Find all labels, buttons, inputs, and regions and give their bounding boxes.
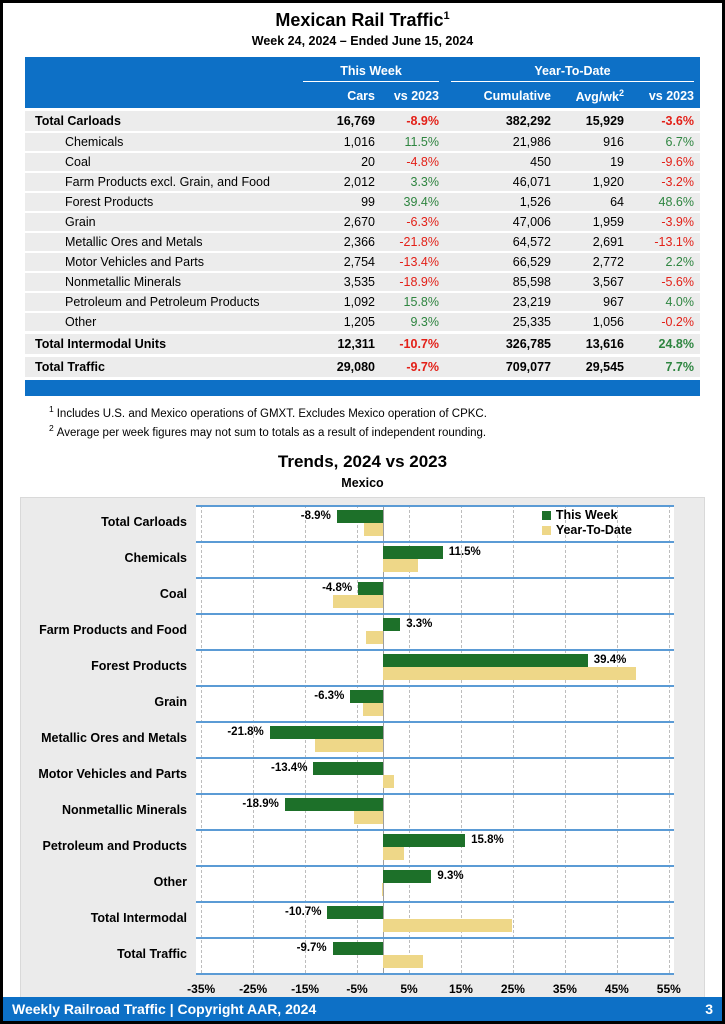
row-label: Petroleum and Petroleum Products bbox=[65, 295, 260, 309]
cumulative-value: 66,529 bbox=[512, 255, 551, 269]
bar-value-label: -10.7% bbox=[285, 905, 322, 918]
row-label: Other bbox=[65, 315, 97, 329]
column-header-vs-2023-ytd: vs 2023 bbox=[648, 89, 694, 103]
cars-value: 29,080 bbox=[336, 360, 375, 374]
avg-wk-label: Avg/wk bbox=[575, 90, 619, 105]
this-week-bar bbox=[383, 546, 443, 559]
cars-value: 2,012 bbox=[343, 175, 375, 189]
row-label: Nonmetallic Minerals bbox=[65, 275, 182, 289]
table-row bbox=[25, 151, 700, 171]
this-week-bar bbox=[350, 690, 383, 703]
chart-category-label: Grain bbox=[154, 694, 187, 709]
table-row bbox=[25, 171, 700, 191]
vs-2023-week-value: 9.3% bbox=[410, 315, 439, 329]
bar-value-label: -6.3% bbox=[314, 689, 345, 702]
bar-value-label: 11.5% bbox=[448, 545, 481, 558]
year-to-date-bar bbox=[354, 811, 383, 824]
this-week-bar bbox=[358, 582, 383, 595]
chart-band bbox=[196, 613, 674, 649]
chart-band bbox=[196, 685, 674, 721]
chart-category-label: Motor Vehicles and Parts bbox=[38, 766, 187, 781]
vs-2023-ytd-value: 7.7% bbox=[665, 360, 694, 374]
avg-wk-value: 15,929 bbox=[585, 114, 624, 128]
footnote-2-text: Average per week figures may not sum to totals as a result of independent rounding. bbox=[56, 426, 487, 439]
table-header bbox=[25, 57, 700, 108]
x-axis-tick-label: 15% bbox=[448, 981, 473, 996]
x-axis-tick-label: 55% bbox=[656, 981, 681, 996]
chart-category-label: Forest Products bbox=[91, 658, 187, 673]
cumulative-value: 46,071 bbox=[512, 175, 551, 189]
vs-2023-ytd-value: -5.6% bbox=[661, 275, 694, 289]
this-week-bar bbox=[383, 870, 431, 883]
chart-category-label: Metallic Ores and Metals bbox=[41, 730, 187, 745]
avg-wk-value: 13,616 bbox=[585, 337, 624, 351]
this-week-bar bbox=[327, 906, 383, 919]
vs-2023-ytd-value: -3.2% bbox=[661, 175, 694, 189]
chart-plot-area bbox=[196, 505, 674, 975]
table-bottom-bar bbox=[25, 380, 700, 396]
table-row bbox=[25, 211, 700, 231]
cars-value: 1,205 bbox=[343, 315, 375, 329]
bar-value-label: 39.4% bbox=[593, 653, 627, 666]
legend-label-this-week: This Week bbox=[555, 508, 618, 523]
chart-category-label: Petroleum and Products bbox=[42, 838, 187, 853]
cumulative-value: 450 bbox=[530, 155, 551, 169]
vs-2023-week-value: 11.5% bbox=[404, 135, 439, 149]
vs-2023-week-value: -21.8% bbox=[399, 235, 439, 249]
this-week-swatch bbox=[542, 511, 551, 520]
row-label: Total Carloads bbox=[35, 114, 121, 128]
cars-value: 99 bbox=[361, 195, 375, 209]
table-row bbox=[25, 331, 700, 354]
year-to-date-swatch bbox=[542, 526, 551, 535]
column-header-cars: Cars bbox=[347, 89, 375, 103]
column-group-year-to-date: Year-To-Date bbox=[451, 64, 694, 82]
avg-wk-value: 19 bbox=[610, 155, 624, 169]
avg-wk-value: 1,920 bbox=[592, 175, 624, 189]
table-row bbox=[25, 251, 700, 271]
vs-2023-week-value: -10.7% bbox=[399, 337, 439, 351]
cars-value: 12,311 bbox=[337, 337, 375, 351]
column-header-vs-2023-week: vs 2023 bbox=[393, 89, 439, 103]
row-label: Total Traffic bbox=[35, 360, 105, 374]
cumulative-value: 709,077 bbox=[505, 360, 551, 374]
cars-value: 1,092 bbox=[343, 295, 375, 309]
table-body bbox=[25, 108, 700, 377]
this-week-bar bbox=[333, 942, 383, 955]
year-to-date-bar bbox=[383, 847, 404, 860]
cars-value: 2,366 bbox=[343, 235, 375, 249]
year-to-date-bar bbox=[383, 775, 394, 788]
page-title-text: Mexican Rail Traffic bbox=[275, 10, 444, 30]
x-axis-tick-label: -25% bbox=[239, 981, 268, 996]
bar-value-label: -8.9% bbox=[300, 509, 331, 522]
chart-band bbox=[196, 937, 674, 973]
x-axis-tick-label: -35% bbox=[187, 981, 216, 996]
year-to-date-bar bbox=[315, 739, 383, 752]
vs-2023-week-value: 39.4% bbox=[403, 195, 439, 209]
bar-value-label: 9.3% bbox=[437, 869, 464, 882]
avg-wk-value: 2,691 bbox=[592, 235, 624, 249]
year-to-date-bar bbox=[383, 919, 512, 932]
footnote-2-marker: 2 bbox=[49, 422, 54, 433]
year-to-date-bar bbox=[383, 559, 418, 572]
x-axis-tick-label: 45% bbox=[604, 981, 629, 996]
this-week-bar bbox=[337, 510, 383, 523]
bar-value-label: 3.3% bbox=[406, 617, 433, 630]
chart-category-label: Nonmetallic Minerals bbox=[61, 802, 187, 817]
vs-2023-week-value: -18.9% bbox=[399, 275, 439, 289]
bar-value-label: -9.7% bbox=[296, 941, 327, 954]
footnote-1-marker: 1 bbox=[49, 404, 54, 414]
chart-category-label: Coal bbox=[159, 586, 187, 601]
x-axis-tick-label: -5% bbox=[346, 981, 368, 996]
vs-2023-ytd-value: 24.8% bbox=[658, 337, 694, 351]
table-row bbox=[25, 131, 700, 151]
this-week-bar bbox=[270, 726, 383, 739]
year-to-date-bar bbox=[363, 703, 383, 716]
chart-category-label: Farm Products and Food bbox=[39, 622, 187, 637]
chart-category-label: Total Intermodal bbox=[90, 910, 187, 925]
chart-category-labels bbox=[21, 505, 196, 975]
this-week-bar bbox=[285, 798, 383, 811]
vs-2023-week-value: -4.8% bbox=[406, 155, 439, 169]
cumulative-value: 85,598 bbox=[512, 275, 551, 289]
bar-value-label: -21.8% bbox=[227, 725, 264, 738]
table-row bbox=[25, 108, 700, 131]
cars-value: 3,535 bbox=[343, 275, 375, 289]
x-axis-tick-label: 35% bbox=[552, 981, 577, 996]
cars-value: 20 bbox=[361, 155, 375, 169]
table-row bbox=[25, 271, 700, 291]
this-week-bar bbox=[383, 834, 465, 847]
column-header-cumulative: Cumulative bbox=[483, 89, 551, 103]
avg-wk-value: 1,056 bbox=[592, 315, 624, 329]
chart-category-label: Total Traffic bbox=[117, 946, 187, 961]
chart-band bbox=[196, 757, 674, 793]
bar-value-label: -13.4% bbox=[270, 761, 308, 774]
vs-2023-ytd-value: -3.6% bbox=[661, 114, 694, 128]
footnote-1 bbox=[49, 404, 722, 420]
x-axis-tick-label: 25% bbox=[500, 981, 525, 996]
vs-2023-ytd-value: 4.0% bbox=[665, 295, 694, 309]
cumulative-value: 1,526 bbox=[519, 195, 551, 209]
cumulative-value: 382,292 bbox=[505, 114, 551, 128]
traffic-table bbox=[25, 57, 700, 377]
row-label: Motor Vehicles and Parts bbox=[65, 255, 204, 269]
chart-category-label: Other bbox=[153, 874, 187, 889]
vs-2023-week-value: -9.7% bbox=[406, 360, 439, 374]
row-label: Grain bbox=[65, 215, 96, 229]
vs-2023-ytd-value: -9.6% bbox=[661, 155, 694, 169]
footnotes bbox=[49, 404, 722, 439]
vs-2023-ytd-value: -0.2% bbox=[661, 315, 694, 329]
avg-wk-value: 64 bbox=[610, 195, 624, 209]
chart-band bbox=[196, 865, 674, 901]
table-row bbox=[25, 311, 700, 331]
bar-value-label: -4.8% bbox=[322, 581, 353, 594]
chart-title: Trends, 2024 vs 2023 bbox=[277, 451, 448, 471]
chart-band bbox=[196, 541, 674, 577]
footnote-1-text: Includes U.S. and Mexico operations of GMXT. Excludes Mexico operation of CPKC. bbox=[56, 407, 487, 420]
chart-category-label: Chemicals bbox=[124, 550, 187, 565]
cars-value: 16,769 bbox=[336, 114, 375, 128]
trends-chart bbox=[20, 497, 705, 1004]
row-label: Forest Products bbox=[65, 195, 154, 209]
vs-2023-week-value: -6.3% bbox=[406, 215, 439, 229]
legend-item-this-week bbox=[542, 508, 632, 523]
bar-value-label: -18.9% bbox=[242, 797, 279, 810]
cumulative-value: 326,785 bbox=[505, 337, 551, 351]
vs-2023-week-value: 15.8% bbox=[403, 295, 439, 309]
page-title bbox=[3, 10, 722, 31]
chart-category-label: Total Carloads bbox=[101, 514, 187, 529]
avg-wk-value: 29,545 bbox=[585, 360, 624, 374]
vs-2023-week-value: -13.4% bbox=[399, 255, 439, 269]
year-to-date-bar bbox=[366, 631, 383, 644]
chart-subtitle: Mexico bbox=[341, 475, 384, 490]
vs-2023-ytd-value: 2.2% bbox=[665, 255, 694, 269]
cars-value: 1,016 bbox=[343, 135, 375, 149]
avg-wk-value: 2,772 bbox=[592, 255, 624, 269]
year-to-date-bar bbox=[383, 955, 423, 968]
chart-band bbox=[196, 901, 674, 937]
vs-2023-ytd-value: 6.7% bbox=[665, 135, 694, 149]
column-group-this-week: This Week bbox=[303, 64, 439, 82]
cumulative-value: 23,219 bbox=[512, 295, 551, 309]
legend-label-year-to-date: Year-To-Date bbox=[555, 523, 632, 538]
avg-wk-value: 3,567 bbox=[592, 275, 624, 289]
vs-2023-ytd-value: -3.9% bbox=[661, 215, 694, 229]
year-to-date-bar bbox=[382, 883, 383, 896]
footnote-2 bbox=[49, 423, 722, 439]
cumulative-value: 21,986 bbox=[512, 135, 551, 149]
year-to-date-bar bbox=[364, 523, 383, 536]
row-label: Coal bbox=[65, 155, 91, 169]
chart-band bbox=[196, 721, 674, 757]
row-label: Chemicals bbox=[65, 135, 124, 149]
row-label: Total Intermodal Units bbox=[35, 337, 167, 351]
legend-item-year-to-date bbox=[542, 523, 632, 538]
avg-wk-value: 967 bbox=[603, 295, 624, 309]
chart-band bbox=[196, 829, 674, 865]
table-row bbox=[25, 231, 700, 251]
this-week-bar bbox=[313, 762, 383, 775]
bar-value-label: 15.8% bbox=[471, 833, 504, 846]
chart-band bbox=[196, 577, 674, 613]
chart-legend bbox=[542, 508, 632, 538]
footer-bar bbox=[3, 997, 722, 1021]
table-row bbox=[25, 291, 700, 311]
footer-page-number: 3 bbox=[705, 1001, 713, 1017]
cumulative-value: 64,572 bbox=[512, 235, 551, 249]
avg-wk-value: 916 bbox=[603, 135, 624, 149]
vs-2023-week-value: -8.9% bbox=[406, 114, 439, 128]
column-header-avg-wk bbox=[557, 88, 630, 104]
cars-value: 2,670 bbox=[343, 215, 375, 229]
avg-wk-value: 1,959 bbox=[592, 215, 624, 229]
this-week-bar bbox=[383, 654, 588, 667]
avg-wk-footnote-marker: 2 bbox=[618, 87, 624, 98]
this-week-bar bbox=[383, 618, 400, 631]
vs-2023-ytd-value: 48.6% bbox=[658, 195, 694, 209]
chart-band bbox=[196, 649, 674, 685]
page-subtitle: Week 24, 2024 – Ended June 15, 2024 bbox=[251, 34, 474, 48]
year-to-date-bar bbox=[383, 667, 636, 680]
vs-2023-ytd-value: -13.1% bbox=[654, 235, 694, 249]
row-label: Metallic Ores and Metals bbox=[65, 235, 203, 249]
cars-value: 2,754 bbox=[343, 255, 375, 269]
x-axis-tick-label: -15% bbox=[291, 981, 320, 996]
row-label: Farm Products excl. Grain, and Food bbox=[65, 175, 270, 189]
year-to-date-bar bbox=[333, 595, 383, 608]
chart-x-axis bbox=[187, 975, 681, 999]
x-axis-tick-label: 5% bbox=[400, 981, 418, 996]
cumulative-value: 47,006 bbox=[512, 215, 551, 229]
table-row bbox=[25, 354, 700, 377]
chart-band bbox=[196, 793, 674, 829]
table-row bbox=[25, 191, 700, 211]
vs-2023-week-value: 3.3% bbox=[410, 175, 439, 189]
footer-text: Weekly Railroad Traffic | Copyright AAR, 2024 bbox=[12, 1001, 317, 1017]
cumulative-value: 25,335 bbox=[512, 315, 551, 329]
title-footnote-marker: 1 bbox=[443, 10, 450, 22]
